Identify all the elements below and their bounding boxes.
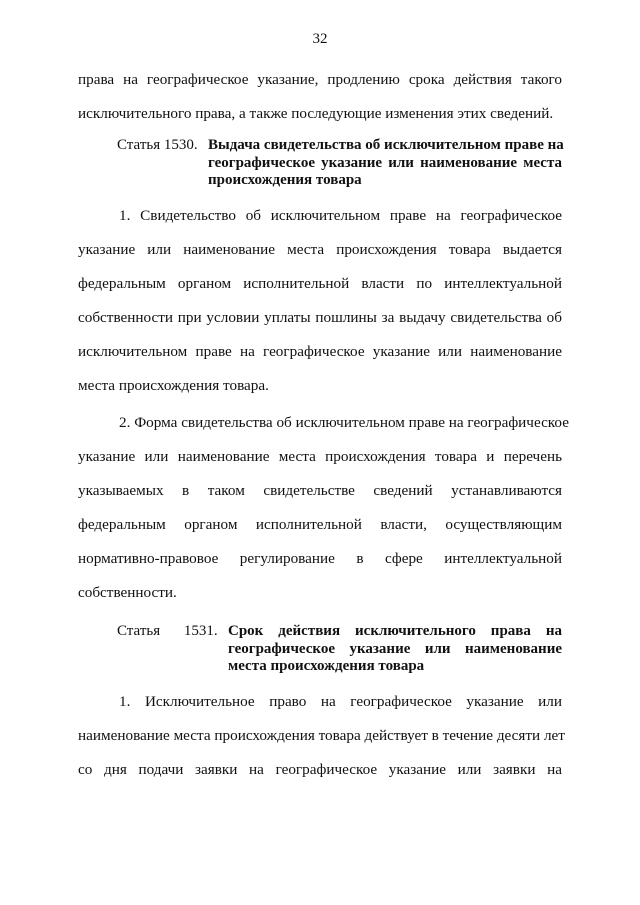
text-line: 1. Свидетельство об исключительном праве на географическое	[119, 207, 562, 224]
article-1531-title	[228, 623, 562, 676]
title-line: места происхождения товара	[228, 658, 425, 674]
text-line: федеральным органом исполнительной власти по интеллектуальной	[78, 275, 562, 292]
text-line: федеральным органом исполнительной власти, осуществляющим	[78, 516, 562, 533]
page-number: 32	[312, 31, 328, 47]
article-1531-paragraph-1	[78, 685, 565, 787]
article-1530-paragraph-1	[78, 199, 562, 403]
text-line: 1. Исключительное право на географическое указание или	[119, 693, 562, 710]
title-line: географическое указание или наименование места	[208, 154, 562, 171]
text-line: указываемых в таком свидетельстве сведений устанавливаются	[78, 482, 562, 499]
paragraph-continuation	[78, 63, 562, 131]
article-1530-paragraph-2	[78, 406, 569, 610]
text-line: места происхождения товара.	[78, 377, 269, 394]
text-line: со дня подачи заявки на географическое указание или заявки на	[78, 761, 562, 778]
text-line: указание или наименование места происхождения товара и перечень	[78, 448, 562, 465]
text-line: права на географическое указание, продлению срока действия такого	[78, 71, 562, 88]
text-line: 2. Форма свидетельства об исключительном праве на географическое	[119, 414, 569, 431]
article-1530-title	[208, 137, 562, 190]
text-line: исключительного права, а также последующие изменения этих сведений.	[78, 105, 554, 122]
text-line: собственности при условии уплаты пошлины за выдачу свидетельства об	[78, 309, 562, 326]
text-line: нормативно-правовое регулирование в сфере интеллектуальной	[78, 550, 562, 567]
title-line: Срок действия исключительного права на	[228, 623, 562, 639]
title-line: географическое указание или наименование	[228, 640, 562, 657]
article-1530-label: Статья 1530.	[117, 137, 198, 153]
title-line: происхождения товара	[208, 172, 362, 188]
text-line: наименование места происхождения товара действует в течение десяти лет	[78, 727, 565, 744]
article-1531-label: Статья 1531.	[117, 623, 218, 639]
text-line: исключительном праве на географическое указание или наименование	[78, 343, 562, 360]
text-line: собственности.	[78, 584, 177, 601]
text-line: указание или наименование места происхождения товара выдается	[78, 241, 562, 258]
title-line: Выдача свидетельства об исключительном праве на	[208, 137, 564, 153]
